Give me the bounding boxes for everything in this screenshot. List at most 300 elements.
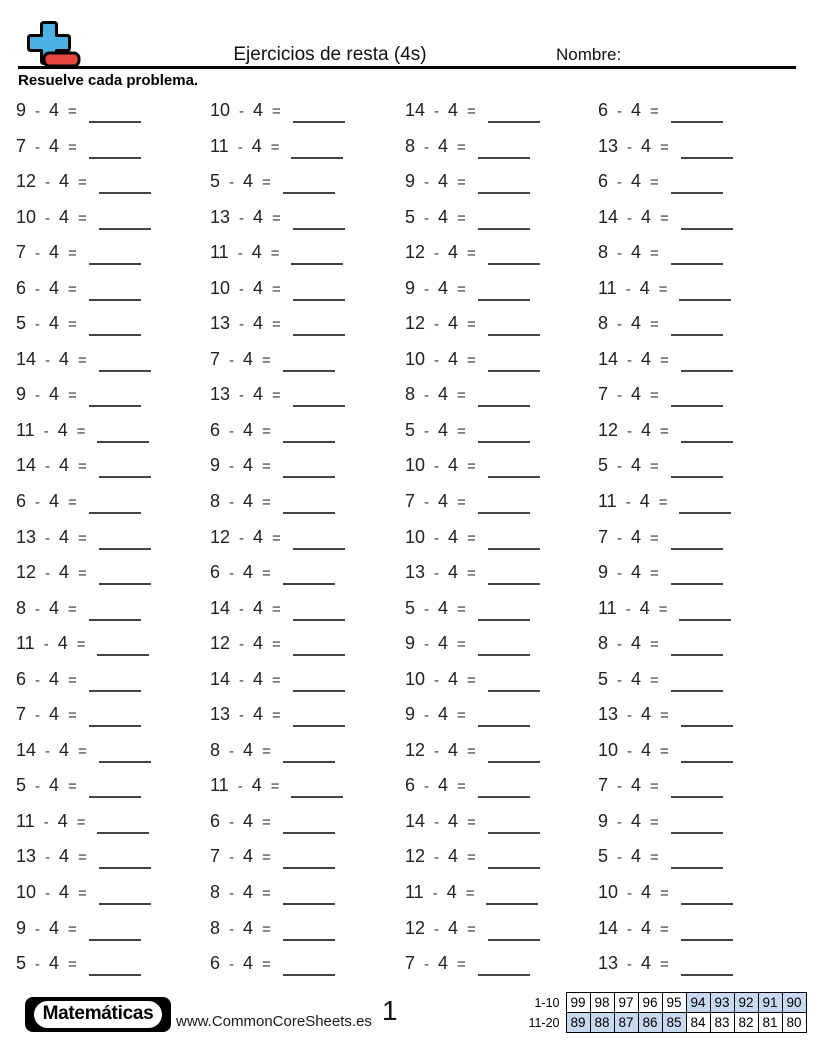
- minuend: 10: [598, 882, 619, 903]
- answer-blank[interactable]: [488, 929, 540, 941]
- minuend: 8: [16, 597, 27, 618]
- subtrahend: 4: [641, 206, 652, 227]
- score-cell: 80: [782, 1013, 806, 1033]
- equals-sign: =: [78, 458, 87, 476]
- equals-sign: =: [650, 529, 659, 547]
- equals-sign: =: [457, 174, 466, 192]
- minuend: 11: [16, 633, 35, 654]
- score-cell: 97: [614, 993, 638, 1013]
- equals-sign: =: [262, 813, 271, 831]
- subtrahend: 4: [448, 348, 459, 369]
- subtrahend: 4: [631, 775, 642, 796]
- minuend: 10: [16, 882, 37, 903]
- subtrahend: 4: [438, 633, 449, 654]
- answer-blank[interactable]: [681, 147, 733, 159]
- problem-cell: [16, 168, 210, 204]
- minus-operator: -: [424, 387, 430, 405]
- subtrahend: 4: [631, 633, 642, 654]
- subtrahend: 4: [59, 739, 70, 760]
- minuend: 12: [405, 242, 426, 263]
- answer-blank[interactable]: [671, 573, 723, 585]
- problem-cell: [16, 239, 210, 275]
- problem-cell: [210, 168, 405, 204]
- minus-operator: -: [229, 885, 235, 903]
- subtrahend: 4: [59, 846, 70, 867]
- answer-blank[interactable]: [89, 253, 141, 265]
- answer-blank[interactable]: [671, 644, 723, 656]
- answer-blank[interactable]: [681, 751, 733, 763]
- equals-sign: =: [270, 778, 280, 796]
- answer-blank[interactable]: [679, 289, 731, 301]
- minus-operator: -: [229, 174, 235, 192]
- minus-operator: -: [229, 956, 235, 974]
- subtrahend: 4: [448, 100, 459, 120]
- answer-blank[interactable]: [478, 964, 530, 976]
- subtrahend: 4: [243, 348, 254, 369]
- math-plus-minus-logo: [27, 21, 81, 69]
- subtrahend: 4: [641, 739, 652, 760]
- subtrahend: 4: [59, 562, 70, 583]
- score-cell: 85: [662, 1013, 686, 1033]
- problem-cell: [210, 950, 405, 986]
- answer-blank[interactable]: [293, 715, 345, 727]
- minus-operator: -: [45, 885, 51, 903]
- answer-blank[interactable]: [681, 715, 733, 727]
- problem-cell: [598, 879, 796, 915]
- answer-blank[interactable]: [89, 395, 141, 407]
- subtrahend: 4: [57, 419, 68, 440]
- minuend: 6: [210, 810, 221, 831]
- equals-sign: =: [467, 813, 476, 831]
- score-row-label: 11-20: [528, 1015, 560, 1030]
- minuend: 5: [598, 846, 609, 867]
- page-title: Ejercicios de resta (4s): [233, 44, 427, 65]
- subtrahend: 4: [243, 810, 254, 831]
- subtrahend: 4: [59, 455, 70, 476]
- problem-cell: [210, 524, 405, 560]
- minuend: 9: [405, 171, 416, 192]
- problem-cell: [16, 666, 210, 702]
- equals-sign: =: [78, 565, 87, 583]
- minus-operator: -: [432, 885, 438, 903]
- minus-operator: -: [424, 778, 430, 796]
- problem-cell: [405, 381, 598, 417]
- minuend: 11: [598, 277, 617, 298]
- answer-blank[interactable]: [488, 466, 540, 478]
- answer-blank[interactable]: [488, 360, 540, 372]
- answer-blank[interactable]: [89, 111, 141, 123]
- answer-blank[interactable]: [478, 218, 530, 230]
- answer-blank[interactable]: [293, 111, 345, 123]
- problem-cell: [210, 346, 405, 382]
- answer-blank[interactable]: [671, 680, 723, 692]
- answer-blank[interactable]: [293, 538, 345, 550]
- minuend: 11: [16, 419, 35, 440]
- answer-blank[interactable]: [99, 857, 151, 869]
- score-table: [524, 992, 807, 1033]
- problem-cell: [598, 737, 796, 773]
- minuend: 6: [210, 419, 221, 440]
- equals-sign: =: [465, 885, 475, 903]
- answer-blank[interactable]: [488, 253, 540, 265]
- problem-cell: [405, 772, 598, 808]
- score-cell: 93: [710, 993, 734, 1013]
- minuend: 12: [405, 739, 426, 760]
- minuend: 14: [16, 455, 37, 476]
- answer-blank[interactable]: [283, 360, 335, 372]
- subtrahend: 4: [631, 668, 642, 689]
- subtrahend: 4: [251, 775, 262, 796]
- minus-operator: -: [237, 245, 243, 263]
- answer-blank[interactable]: [478, 786, 530, 798]
- answer-blank[interactable]: [283, 929, 335, 941]
- minus-operator: -: [627, 209, 633, 227]
- equals-sign: =: [457, 600, 466, 618]
- minus-operator: -: [45, 565, 51, 583]
- answer-blank[interactable]: [478, 395, 530, 407]
- problem-cell: [405, 204, 598, 240]
- answer-blank[interactable]: [679, 609, 731, 621]
- equals-sign: =: [272, 103, 281, 120]
- answer-blank[interactable]: [671, 538, 723, 550]
- minuend: 6: [16, 668, 27, 689]
- problem-cell: [405, 701, 598, 737]
- answer-blank[interactable]: [293, 609, 345, 621]
- answer-blank[interactable]: [671, 786, 723, 798]
- answer-blank[interactable]: [671, 253, 723, 265]
- answer-blank[interactable]: [283, 466, 335, 478]
- minus-operator: -: [229, 458, 235, 476]
- minus-operator: -: [434, 103, 440, 120]
- problem-cell: [210, 204, 405, 240]
- answer-blank[interactable]: [681, 360, 733, 372]
- minus-operator: -: [434, 316, 440, 334]
- answer-blank[interactable]: [283, 893, 335, 905]
- problem-cell: [210, 595, 405, 631]
- page-number: 1: [382, 995, 398, 1026]
- minus-operator: -: [239, 529, 245, 547]
- subtrahend: 4: [641, 348, 652, 369]
- subtrahend: 4: [243, 455, 254, 476]
- minuend: 10: [405, 526, 426, 547]
- problem-cell: [210, 239, 405, 275]
- subtrahend: 4: [253, 526, 264, 547]
- answer-blank[interactable]: [671, 324, 723, 336]
- answer-blank[interactable]: [291, 253, 343, 265]
- answer-blank[interactable]: [99, 893, 151, 905]
- minus-operator: -: [627, 707, 633, 725]
- problem-cell: [16, 595, 210, 631]
- minuend: 8: [405, 384, 416, 405]
- minus-operator: -: [35, 494, 41, 512]
- minuend: 14: [16, 739, 37, 760]
- minus-operator: -: [237, 138, 243, 156]
- answer-blank[interactable]: [99, 218, 151, 230]
- minuend: 14: [210, 668, 231, 689]
- subtrahend: 4: [243, 419, 254, 440]
- answer-blank[interactable]: [681, 893, 733, 905]
- answer-blank[interactable]: [478, 644, 530, 656]
- equals-sign: =: [78, 885, 87, 903]
- answer-blank[interactable]: [283, 431, 335, 443]
- minus-operator: -: [229, 849, 235, 867]
- problems-grid: [16, 97, 796, 986]
- problem-cell: [598, 772, 796, 808]
- equals-sign: =: [262, 920, 271, 938]
- answer-blank[interactable]: [283, 182, 335, 194]
- minus-operator: -: [35, 245, 41, 263]
- answer-blank[interactable]: [99, 360, 151, 372]
- minus-operator: -: [627, 885, 633, 903]
- subtrahend: 4: [438, 491, 449, 512]
- answer-blank[interactable]: [681, 964, 733, 976]
- answer-blank[interactable]: [681, 929, 733, 941]
- problem-cell: [598, 701, 796, 737]
- equals-sign: =: [650, 849, 659, 867]
- problem-cell: [16, 381, 210, 417]
- equals-sign: =: [467, 920, 476, 938]
- answer-blank[interactable]: [89, 147, 141, 159]
- answer-blank[interactable]: [671, 111, 723, 123]
- equals-sign: =: [658, 494, 668, 512]
- equals-sign: =: [467, 849, 476, 867]
- minus-operator: -: [434, 813, 440, 831]
- answer-blank[interactable]: [679, 502, 731, 514]
- equals-sign: =: [68, 316, 77, 334]
- equals-sign: =: [457, 387, 466, 405]
- equals-sign: =: [650, 174, 659, 192]
- answer-blank[interactable]: [293, 644, 345, 656]
- minuend: 11: [405, 882, 424, 903]
- problem-cell: [598, 488, 796, 524]
- answer-blank[interactable]: [478, 182, 530, 194]
- problem-cell: [210, 772, 405, 808]
- answer-blank[interactable]: [486, 893, 538, 905]
- subtrahend: 4: [49, 491, 60, 512]
- answer-blank[interactable]: [291, 786, 343, 798]
- answer-blank[interactable]: [671, 182, 723, 194]
- equals-sign: =: [78, 351, 87, 369]
- equals-sign: =: [262, 458, 271, 476]
- minuend: 5: [598, 668, 609, 689]
- subtrahend: 4: [253, 100, 264, 120]
- minuend: 9: [598, 562, 609, 583]
- answer-blank[interactable]: [99, 751, 151, 763]
- equals-sign: =: [272, 671, 281, 689]
- answer-blank[interactable]: [283, 573, 335, 585]
- problem-cell: [405, 950, 598, 986]
- minus-operator: -: [239, 316, 245, 334]
- answer-blank[interactable]: [89, 502, 141, 514]
- equals-sign: =: [78, 742, 87, 760]
- answer-blank[interactable]: [671, 466, 723, 478]
- problem-cell: [598, 452, 796, 488]
- answer-blank[interactable]: [488, 573, 540, 585]
- minuend: 11: [598, 491, 617, 512]
- problem-cell: [210, 275, 405, 311]
- minuend: 9: [16, 917, 27, 938]
- equals-sign: =: [68, 245, 77, 263]
- minuend: 7: [16, 135, 27, 156]
- brand-badge: [25, 997, 171, 1032]
- subtrahend: 4: [253, 668, 264, 689]
- problem-cell: [598, 843, 796, 879]
- answer-blank[interactable]: [89, 964, 141, 976]
- subtrahend: 4: [49, 384, 60, 405]
- answer-blank[interactable]: [89, 609, 141, 621]
- minus-operator: -: [239, 636, 245, 654]
- minuend: 11: [210, 135, 229, 156]
- answer-blank[interactable]: [293, 324, 345, 336]
- equals-sign: =: [68, 920, 77, 938]
- minus-operator: -: [35, 671, 41, 689]
- equals-sign: =: [76, 422, 86, 440]
- minus-operator: -: [237, 778, 243, 796]
- equals-sign: =: [467, 351, 476, 369]
- subtrahend: 4: [253, 384, 264, 405]
- answer-blank[interactable]: [283, 502, 335, 514]
- subtrahend: 4: [448, 846, 459, 867]
- answer-blank[interactable]: [293, 289, 345, 301]
- answer-blank[interactable]: [99, 182, 151, 194]
- answer-blank[interactable]: [89, 324, 141, 336]
- answer-blank[interactable]: [478, 147, 530, 159]
- answer-blank[interactable]: [97, 431, 149, 443]
- minuend: 8: [598, 242, 609, 263]
- answer-blank[interactable]: [99, 466, 151, 478]
- answer-blank[interactable]: [89, 929, 141, 941]
- answer-blank[interactable]: [283, 857, 335, 869]
- minuend: 6: [405, 775, 416, 796]
- problem-cell: [16, 452, 210, 488]
- problem-cell: [405, 595, 598, 631]
- answer-blank[interactable]: [671, 395, 723, 407]
- subtrahend: 4: [438, 171, 449, 192]
- problem-cell: [16, 701, 210, 737]
- answer-blank[interactable]: [681, 218, 733, 230]
- minuend: 13: [210, 704, 231, 725]
- minus-operator: -: [424, 956, 430, 974]
- answer-blank[interactable]: [283, 751, 335, 763]
- answer-blank[interactable]: [488, 111, 540, 123]
- equals-sign: =: [457, 494, 466, 512]
- minuend: 7: [598, 384, 609, 405]
- problem-cell: [210, 701, 405, 737]
- subtrahend: 4: [631, 242, 642, 263]
- equals-sign: =: [68, 280, 77, 298]
- minus-operator: -: [229, 920, 235, 938]
- minus-operator: -: [239, 387, 245, 405]
- problem-cell: [405, 452, 598, 488]
- problem-cell: [210, 559, 405, 595]
- subtrahend: 4: [253, 704, 264, 725]
- answer-blank[interactable]: [671, 822, 723, 834]
- answer-blank[interactable]: [488, 680, 540, 692]
- answer-blank[interactable]: [99, 573, 151, 585]
- answer-blank[interactable]: [488, 751, 540, 763]
- problem-cell: [598, 239, 796, 275]
- answer-blank[interactable]: [488, 822, 540, 834]
- problem-cell: [16, 950, 210, 986]
- minus-operator: -: [35, 316, 41, 334]
- answer-blank[interactable]: [478, 289, 530, 301]
- score-cell: 96: [638, 993, 662, 1013]
- equals-sign: =: [660, 209, 669, 227]
- answer-blank[interactable]: [99, 538, 151, 550]
- score-cell: 91: [758, 993, 782, 1013]
- problem-cell: [16, 772, 210, 808]
- answer-blank[interactable]: [488, 538, 540, 550]
- answer-blank[interactable]: [293, 218, 345, 230]
- answer-blank[interactable]: [89, 680, 141, 692]
- minuend: 10: [598, 739, 619, 760]
- equals-sign: =: [467, 529, 476, 547]
- answer-blank[interactable]: [283, 822, 335, 834]
- minuend: 9: [598, 810, 609, 831]
- equals-sign: =: [650, 316, 659, 334]
- subtrahend: 4: [639, 277, 650, 298]
- answer-blank[interactable]: [488, 324, 540, 336]
- minuend: 8: [210, 491, 221, 512]
- minuend: 5: [405, 206, 416, 227]
- minus-operator: -: [229, 351, 235, 369]
- answer-blank[interactable]: [671, 857, 723, 869]
- answer-blank[interactable]: [97, 822, 149, 834]
- equals-sign: =: [68, 956, 77, 974]
- score-cell: 94: [686, 993, 710, 1013]
- answer-blank[interactable]: [293, 680, 345, 692]
- minus-operator: -: [617, 529, 623, 547]
- equals-sign: =: [272, 707, 281, 725]
- minuend: 9: [405, 704, 416, 725]
- minuend: 7: [405, 953, 416, 974]
- answer-blank[interactable]: [478, 715, 530, 727]
- answer-blank[interactable]: [478, 431, 530, 443]
- answer-blank[interactable]: [89, 289, 141, 301]
- answer-blank[interactable]: [291, 147, 343, 159]
- subtrahend: 4: [641, 953, 652, 974]
- answer-blank[interactable]: [97, 644, 149, 656]
- problem-cell: [598, 666, 796, 702]
- problem-cell: [210, 488, 405, 524]
- minuend: 7: [16, 704, 27, 725]
- answer-blank[interactable]: [89, 715, 141, 727]
- equals-sign: =: [660, 956, 669, 974]
- answer-blank[interactable]: [478, 502, 530, 514]
- equals-sign: =: [467, 245, 476, 263]
- problem-cell: [16, 97, 210, 133]
- answer-blank[interactable]: [478, 609, 530, 621]
- minus-operator: -: [45, 351, 51, 369]
- answer-blank[interactable]: [293, 395, 345, 407]
- answer-blank[interactable]: [488, 857, 540, 869]
- subtrahend: 4: [59, 882, 70, 903]
- subtrahend: 4: [253, 597, 264, 618]
- minus-operator: -: [617, 778, 623, 796]
- answer-blank[interactable]: [89, 786, 141, 798]
- answer-blank[interactable]: [283, 964, 335, 976]
- equals-sign: =: [68, 671, 77, 689]
- minus-operator: -: [617, 636, 623, 654]
- problem-cell: [405, 133, 598, 169]
- minus-operator: -: [625, 600, 631, 618]
- answer-blank[interactable]: [681, 431, 733, 443]
- minuend: 7: [598, 526, 609, 547]
- equals-sign: =: [262, 742, 271, 760]
- problem-cell: [598, 204, 796, 240]
- problem-cell: [405, 488, 598, 524]
- minus-operator: -: [424, 138, 430, 156]
